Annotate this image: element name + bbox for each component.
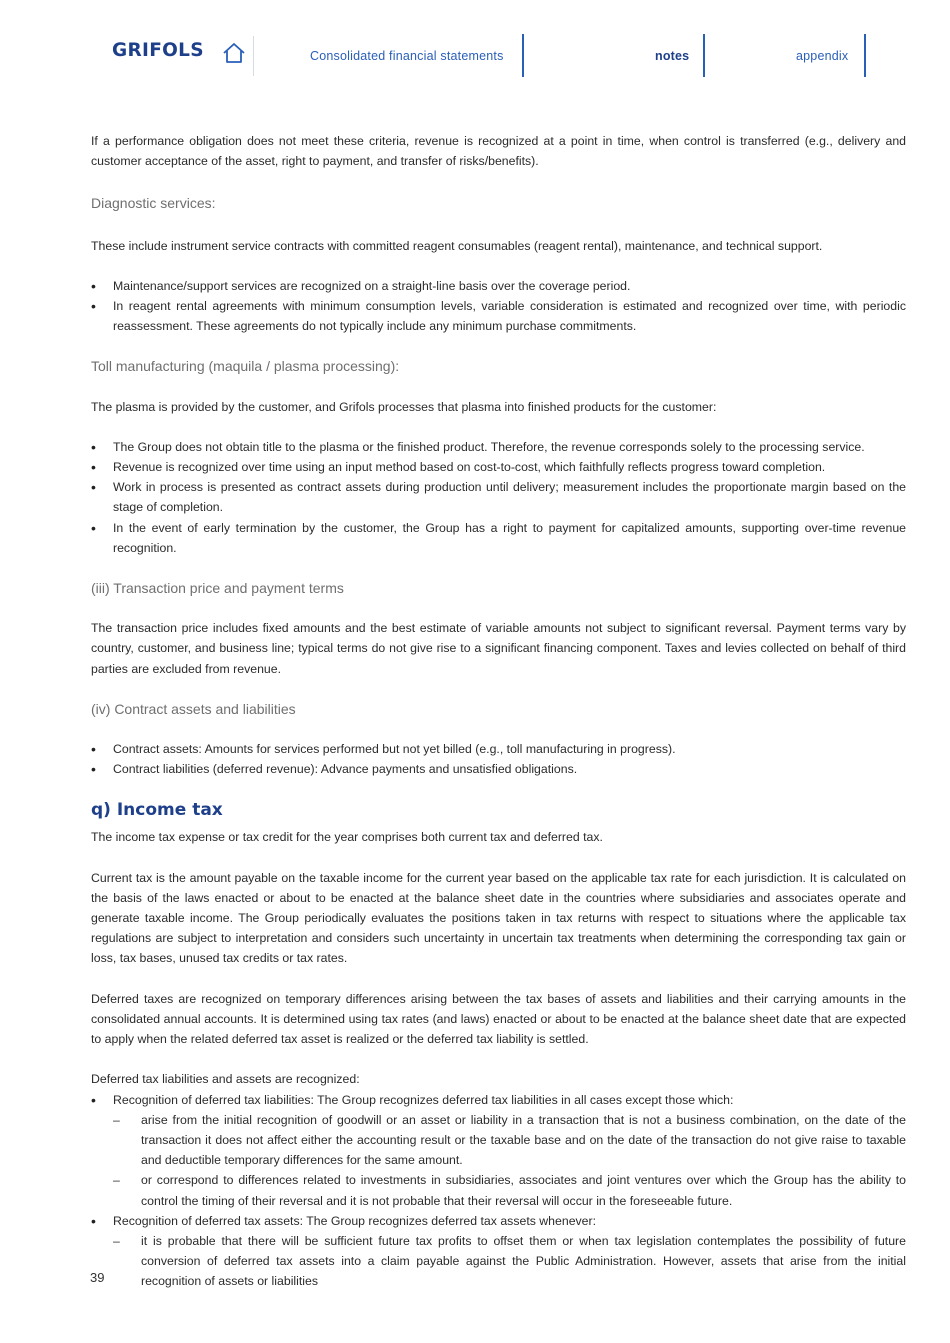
header-divider (522, 34, 524, 77)
list-item: • In reagent rental agreements with minimum consumption levels, variable consideration is estimated and recognized over time, with periodic reassessment. These agreements do not typically include any minimum purchase commitments. (91, 296, 906, 336)
page-header (0, 0, 950, 100)
deferred-tax-paragraph: Deferred taxes are recognized on temporary differences arising between the tax bases of assets and liabilities and their carrying amounts in the consolidated annual accounts. It is determined using tax rates (and laws) enacted or about to be enacted at the balance sheet date that are expected to apply when the related deferred tax asset is realized or the deferred tax liability is settled. (91, 991, 906, 1047)
page-number: 39 (90, 1270, 105, 1285)
grifols-logo[interactable]: GRIFOLS (112, 40, 204, 61)
transaction-price-heading: (iii) Transaction price and payment terms (91, 580, 344, 597)
list-item: • Maintenance/support services are recognized on a straight-line basis over the coverage period. (91, 276, 906, 296)
list-item: • Work in process is presented as contract assets during production until delivery; measurement includes the proportionate margin based on the stage of completion. (91, 477, 906, 517)
toll-manufacturing-list (91, 437, 906, 558)
deferred-tax-list (91, 1090, 906, 1292)
diagnostic-services-list (91, 276, 906, 337)
contract-assets-heading: (iv) Contract assets and liabilities (91, 700, 296, 717)
list-item: • In the event of early termination by the customer, the Group has a right to payment for capitalized amounts, supporting over-time revenue recognition. (91, 518, 906, 558)
sublist-item: – arise from the initial recognition of goodwill or an asset or liability in a transaction that is not a business combination, on the date of the transaction it does not affect either the accounting result or the taxable base and on the date of the transaction do not give raise to taxable and deductible temporary differences for the same amount. (113, 1110, 906, 1171)
income-tax-paragraph: The income tax expense or tax credit for the year comprises both current tax and deferred tax. (91, 830, 603, 845)
list-item (91, 1090, 906, 1211)
transaction-price-paragraph: The transaction price includes fixed amounts and the best estimate of variable amounts not subject to significant reversal. Payment terms vary by country, customer, and business line; typical terms do not give rise to a significant financing component. Taxes and levies collected on behalf of third parties are excluded from revenue. (91, 621, 906, 676)
nav-appendix[interactable]: appendix (796, 49, 849, 63)
deferred-tax-assets-text: Recognition of deferred tax assets: The Group recognizes deferred tax assets whenever: (113, 1213, 597, 1228)
home-icon[interactable] (222, 42, 246, 64)
document-body (91, 131, 906, 1292)
intro-paragraph: If a performance obligation does not meet these criteria, revenue is recognized at a point in time, when control is transferred (e.g., delivery and customer acceptance of the asset, right to payment, and transfer of risks/benefits). (91, 134, 906, 169)
nav-notes[interactable]: notes (655, 49, 690, 63)
toll-manufacturing-heading: Toll manufacturing (maquila / plasma processing): (91, 358, 400, 375)
list-item: • Contract assets: Amounts for services performed but not yet billed (e.g., toll manufacturing in progress). (91, 739, 906, 759)
toll-manufacturing-paragraph: The plasma is provided by the customer, and Grifols processes that plasma into finished products for the customer: (91, 399, 717, 414)
header-divider (864, 34, 866, 77)
diagnostic-services-paragraph: These include instrument service contracts with committed reagent consumables (reagent rental), maintenance, and technical support. (91, 238, 823, 253)
contract-assets-list (91, 739, 906, 779)
list-item: • Contract liabilities (deferred revenue): Advance payments and unsatisfied obligations. (91, 759, 906, 779)
list-item: • Revenue is recognized over time using an input method based on cost-to-cost, which faithfully reflects progress toward completion. (91, 457, 906, 477)
diagnostic-services-heading: Diagnostic services: (91, 195, 216, 212)
header-divider (703, 34, 705, 77)
current-tax-paragraph: Current tax is the amount payable on the taxable income for the current year based on the applicable tax rate for each jurisdiction. It is calculated on the basis of the laws enacted or about to be enacted at the balance sheet date in the countries where subsidiaries and associates operate and generate taxable income. The Group periodically evaluates the positions taken in tax returns with respect to situations where the applicable tax regulations are subject to interpretation and considers such uncertainty in uncertain tax treatments when determining the corresponding tax gain or loss, tax bases, unused tax credits or tax rates. (91, 870, 906, 966)
deferred-tax-liabilities-sublist (113, 1110, 906, 1211)
list-item: • The Group does not obtain title to the plasma or the finished product. Therefore, the revenue corresponds solely to the processing service. (91, 437, 906, 457)
income-tax-title: q) Income tax (91, 800, 223, 821)
deferred-tax-liabilities-text: Recognition of deferred tax liabilities: The Group recognizes deferred tax liabilities in all cases except those which: (113, 1092, 734, 1107)
header-divider (253, 36, 254, 76)
sublist-item: – or correspond to differences related to investments in subsidiaries, associates and joint ventures over which the Group has the ability to control the timing of their reversal and it is not probable that their reversal will occur in the foreseeable future. (113, 1170, 906, 1210)
list-item (91, 1211, 906, 1292)
deferred-recognition-intro: Deferred tax liabilities and assets are recognized: (91, 1072, 360, 1087)
sublist-item: – it is probable that there will be sufficient future tax profits to offset them or when tax legislation contemplates the possibility of future conversion of deferred tax assets into a claim payable against the Public Administration. However, assets that arise from the initial recognition of assets or liabilities (113, 1231, 906, 1292)
nav-consolidated-financial-statements[interactable]: Consolidated financial statements (310, 49, 504, 63)
deferred-tax-assets-sublist (113, 1231, 906, 1292)
